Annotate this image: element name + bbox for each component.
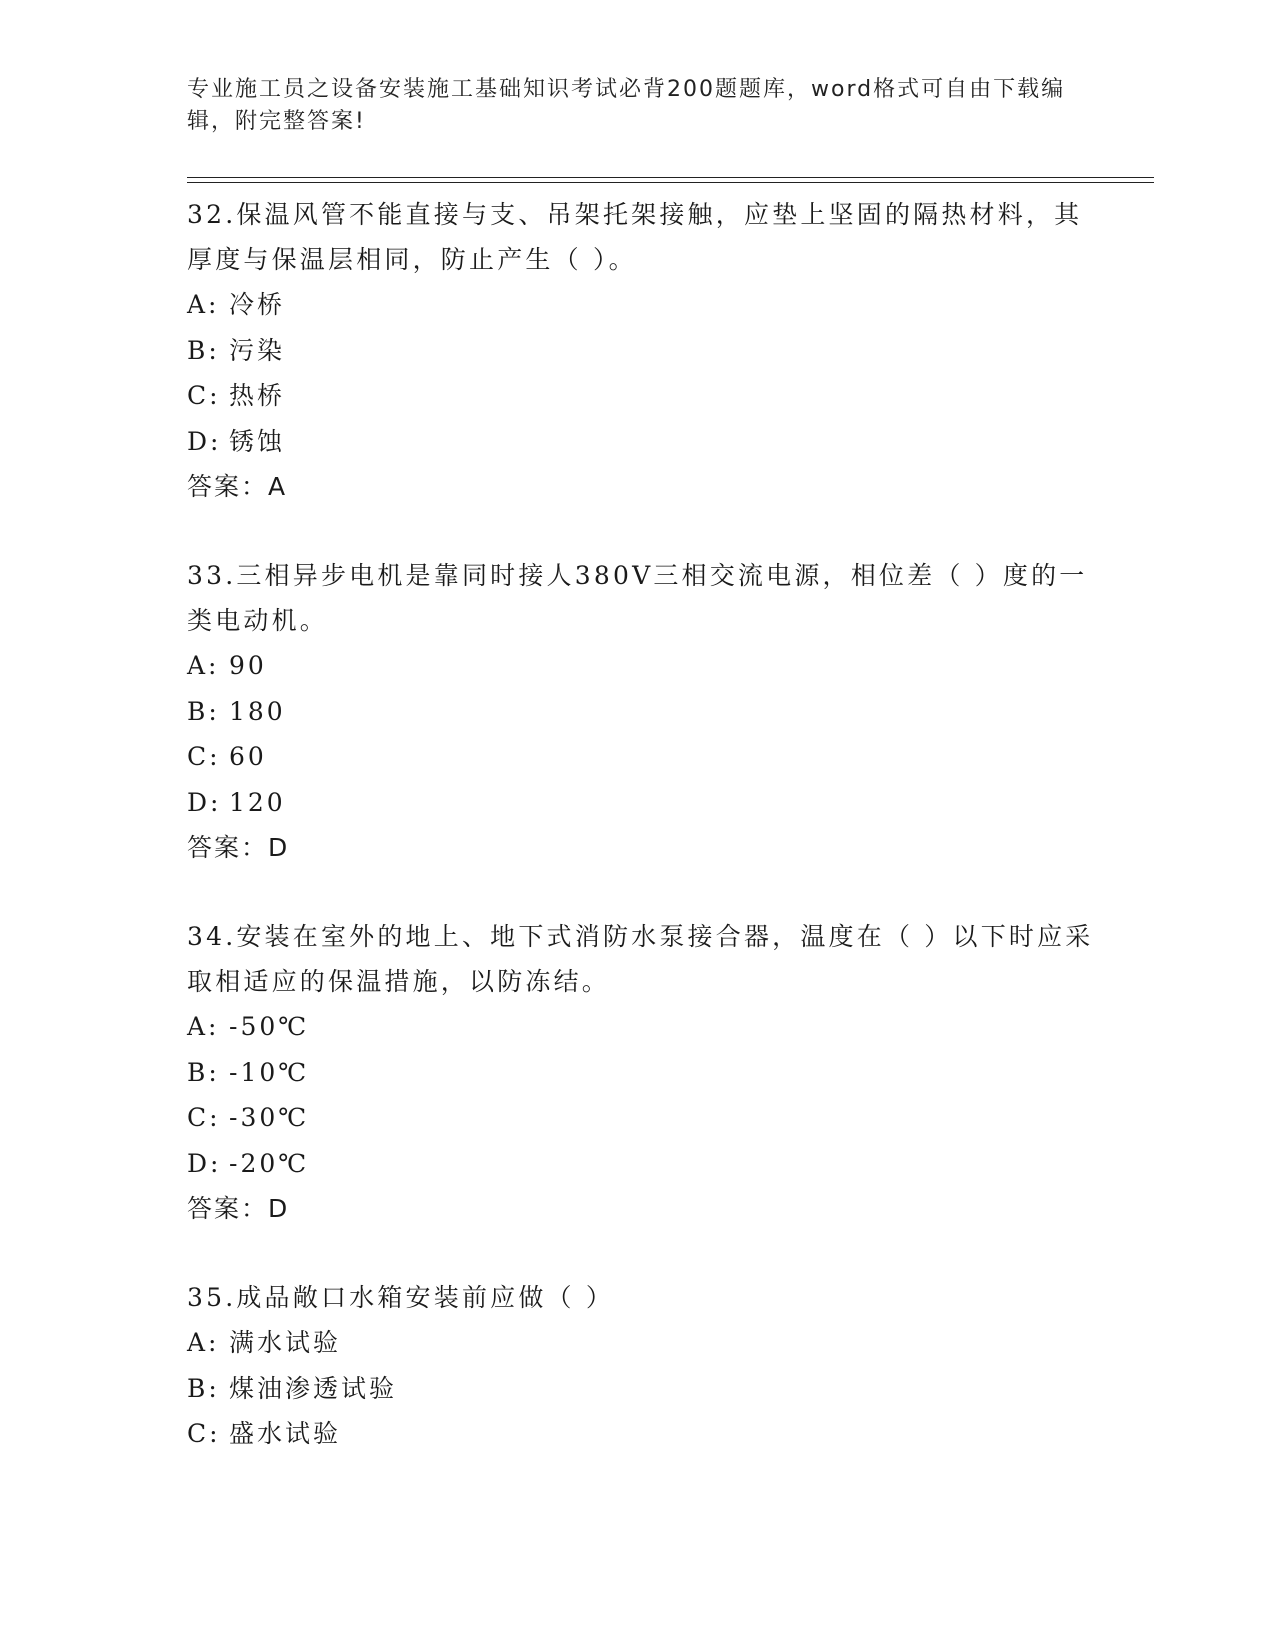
option-a [187,1320,1107,1366]
option-text: 180 [229,696,286,726]
question-stem: 33.三相异步电机是靠同时接人380V三相交流电源，相位差（ ）度的一类电动机。 [187,561,1088,635]
option-letter: B: [187,1373,220,1403]
answer-line: 答案：A [187,472,288,501]
option-letter: C: [187,1419,221,1448]
option-letter: B: [187,335,220,365]
question-stem: 32.保温风管不能直接与支、吊架托架接触，应垫上坚固的隔热材料，其厚度与保温层相同，防止产生（ ）。 [187,200,1083,274]
option-text: 90 [229,651,267,680]
option-c [187,1095,1107,1141]
option-text: 锈蚀 [229,426,286,456]
option-letter: D: [187,426,222,456]
question-33 [187,553,1107,870]
option-b [187,1050,1107,1096]
option-text: -30℃ [229,1103,310,1132]
option-text: 盛水试验 [229,1419,342,1448]
option-letter: D: [187,1148,222,1178]
option-d [187,1141,1107,1187]
header-divider-bottom [187,182,1154,183]
option-letter: B: [187,1057,220,1087]
option-a [187,282,1107,328]
option-a [187,643,1107,689]
option-text: 污染 [229,335,286,365]
option-c [187,373,1107,419]
option-letter: C: [187,742,221,771]
option-text: 煤油渗透试验 [229,1373,398,1403]
option-d [187,419,1107,465]
option-text: 60 [229,742,267,771]
header-divider-top [187,177,1154,178]
option-b [187,328,1107,374]
option-a [187,1004,1107,1050]
option-d [187,780,1107,826]
question-32 [187,192,1107,509]
option-letter: A: [187,651,220,680]
question-stem: 34.安装在室外的地上、地下式消防水泵接合器，温度在（ ）以下时应采取相适应的保温措施，以防冻结。 [187,922,1094,996]
option-letter: C: [187,1103,221,1132]
answer-line: 答案：D [187,833,290,862]
option-c [187,734,1107,780]
option-letter: A: [187,1328,220,1357]
question-34 [187,914,1107,1231]
option-text: 热桥 [229,381,286,410]
option-letter: A: [187,1012,220,1041]
option-letter: B: [187,696,220,726]
option-letter: C: [187,381,221,410]
option-text: -20℃ [229,1148,310,1178]
option-letter: D: [187,787,222,817]
option-letter: A: [187,290,220,319]
option-b [187,1366,1107,1412]
option-text: -10℃ [229,1057,310,1087]
option-text: 120 [229,787,286,817]
question-list [187,192,1107,1457]
option-text: 满水试验 [229,1328,342,1357]
option-c [187,1411,1107,1457]
question-35 [187,1275,1107,1457]
option-text: 冷桥 [229,290,286,319]
option-text: -50℃ [229,1012,310,1041]
document-header: 专业施工员之设备安装施工基础知识考试必背200题题库，word格式可自由下载编辑，附完整答案! [187,77,1066,134]
answer-line: 答案：D [187,1194,290,1223]
option-b [187,689,1107,735]
question-stem: 35.成品敞口水箱安装前应做（ ） [187,1283,615,1312]
